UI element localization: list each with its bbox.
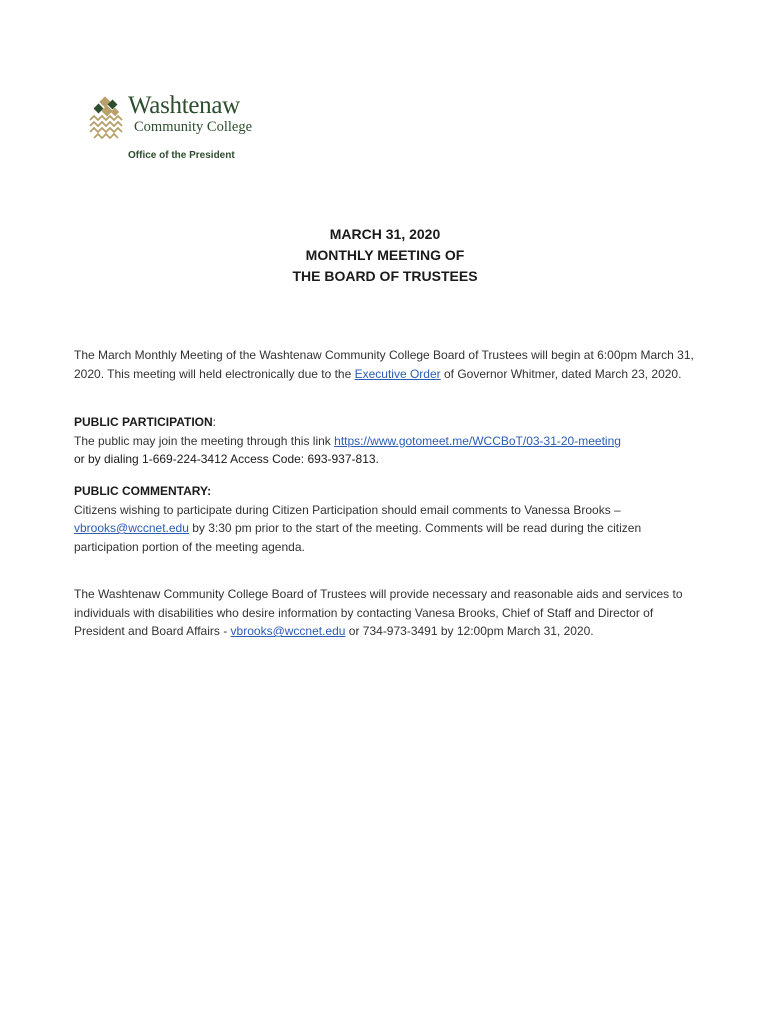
- participation-text: The public may join the meeting through this link: [74, 433, 335, 448]
- commentary-text-end: by 3:30 pm prior to the start of the meeting. Comments will be read during the citizen participation portion of the meeting agenda.: [74, 521, 642, 554]
- public-commentary-heading: PUBLIC COMMENTARY:: [74, 484, 212, 498]
- intro-text: The March Monthly Meeting of the Washtenaw Community College Board of Trustees will begin at 6:00pm March 31, 2020. This meeting will held electronically due to the: [74, 348, 694, 381]
- logo-office-label: Office of the President: [128, 150, 235, 161]
- intro-paragraph: [74, 346, 694, 383]
- public-participation-heading: PUBLIC PARTICIPATION: [74, 415, 213, 429]
- logo-college-name: Washtenaw: [128, 92, 240, 119]
- title-date: MARCH 31, 2020: [329, 226, 441, 242]
- title-board: THE BOARD OF TRUSTEES: [292, 268, 478, 284]
- logo-college-subtitle: Community College: [134, 119, 253, 135]
- public-commentary-section: [74, 482, 694, 556]
- gotomeeting-link[interactable]: https://www.gotomeet.me/WCCBoT/03-31-20-meeting: [334, 433, 621, 448]
- wcc-diamond-logo-icon: [88, 96, 128, 140]
- intro-text-end: of Governor Whitmer, dated March 23, 2020.: [440, 366, 682, 381]
- commentary-email-link[interactable]: vbrooks@wccnet.edu: [74, 521, 189, 535]
- accessibility-text: The Washtenaw Community College Board of Trustees will provide necessary and reasonable aids and services to individuals with disabilities who desire information by contacting Vanesa Brooks, Chief of Staff and Director of President and Board Affairs -: [74, 587, 683, 638]
- heading-colon: :: [212, 415, 217, 429]
- dial-in-text: or by dialing 1-669-224-3412 Access Code: 693-937-813.: [74, 452, 379, 466]
- commentary-text: Citizens wishing to participate during Citizen Participation should email comments to Vanessa Brooks –: [74, 502, 621, 517]
- accessibility-email-link[interactable]: vbrooks@wccnet.edu: [230, 624, 346, 638]
- accessibility-paragraph: [74, 585, 694, 641]
- college-logo: [88, 92, 288, 164]
- document-title: [0, 224, 770, 287]
- executive-order-link[interactable]: Executive Order: [354, 366, 441, 381]
- public-participation-section: [74, 413, 694, 469]
- accessibility-text-end: or 734-973-3491 by 12:00pm March 31, 2020.: [345, 624, 594, 638]
- title-meeting: MONTHLY MEETING OF: [305, 247, 465, 263]
